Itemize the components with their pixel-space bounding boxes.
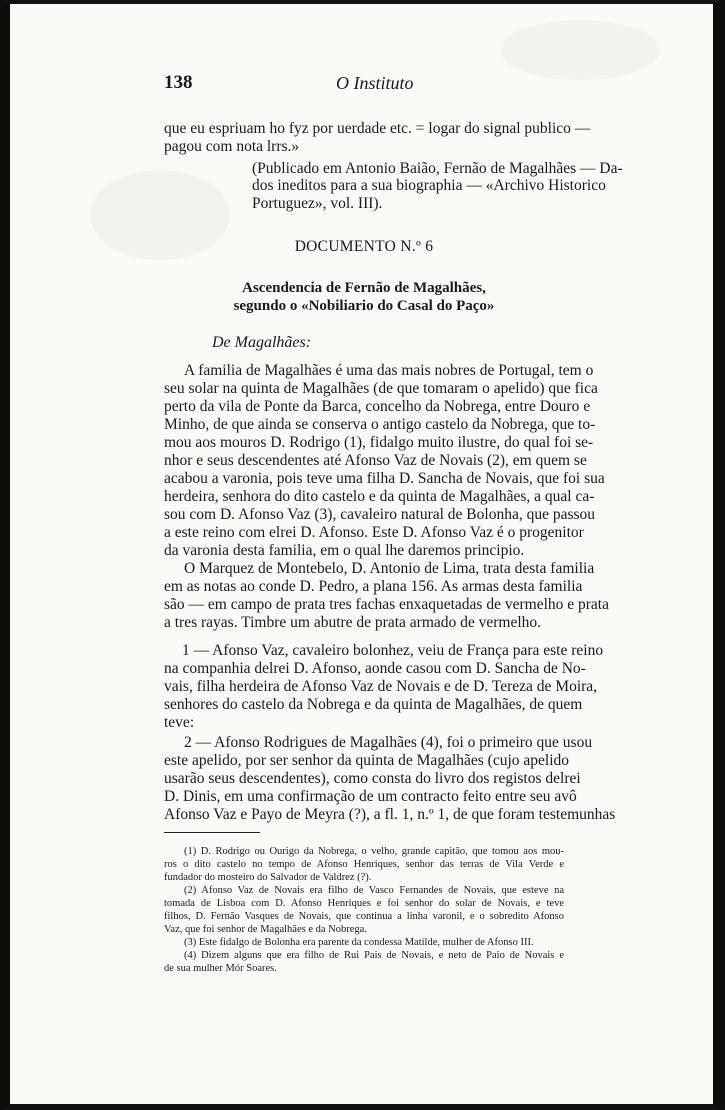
text-line: que eu espriuam ho fyz por uerdade etc. = logar do signal publico —	[164, 120, 591, 137]
document-title: DOCUMENTO N.º 6	[294, 238, 434, 255]
footnote-line: fundador do mosteiro do Salvador de Valdrez (?).	[164, 872, 372, 883]
paragraph-4-line: este apelido, por ser senhor da quinta de Magalhães (cujo apelido	[164, 752, 570, 769]
paragraph-1-line: da varonia desta familia, em o qual lhe daremos principio.	[164, 542, 525, 559]
paragraph-4-line: D. Dinis, em uma confirmação de um contracto feito entre seu avô	[164, 788, 577, 805]
paragraph-4-line: usarão seus descendentes), como consta do livro dos registos delrei	[164, 770, 581, 787]
footnote-line: (4) Dizem alguns que era filho de Rui Pais de Novais, e neto de Paio de Novais e	[184, 950, 564, 961]
footnote-line: ros o dito castelo no tempo de Afonso Henriques, senhor das terras de Vila Verde e	[164, 859, 564, 870]
paragraph-2-line: O Marquez de Montebelo, D. Antonio de Lima, trata desta familia	[184, 560, 595, 577]
footnote-line: filhos, D. Fernão Vasques de Novais, que continua a linha varonil, e o sobredito Afonso	[164, 911, 564, 922]
paragraph-2-line: em as notas ao conde D. Pedro, a plana 156. As armas desta familia	[164, 578, 583, 595]
paragraph-1-line: A familia de Magalhães é uma das mais nobres de Portugal, tem o	[184, 362, 594, 379]
paragraph-2-line: a tres rayas. Timbre um abutre de prata armado de vermelho.	[164, 614, 542, 631]
footnote-divider	[164, 832, 260, 833]
citation-line: dos ineditos para a sua biographia — «Archivo Historico	[252, 177, 606, 194]
paragraph-1-line: perto da vila de Ponte da Barca, concelho da Nobrega, entre Douro e	[164, 398, 591, 415]
document-subtitle: Ascendencia de Fernão de Magalhães,	[242, 280, 486, 296]
footnote-line: tomada de Lisboa com D. Afonso Henriques e foi senhor do solar de Novais, e teve	[164, 898, 564, 909]
paragraph-2-line: são — em campo de prata tres fachas enxaquetadas de vermelho e prata	[164, 596, 609, 613]
footnote-line: (2) Afonso Vaz de Novais era filho de Vasco Fernandes de Novais, que esteve na	[184, 885, 564, 896]
paragraph-3-line: 1 — Afonso Vaz, cavaleiro bolonhez, veiu de França para este reino	[182, 642, 604, 659]
running-title: O Instituto	[336, 73, 414, 93]
paragraph-1-line: Minho, de que ainda se conserva o antigo castelo da Nobrega, que to-	[164, 416, 596, 433]
paragraph-3-line: na companhia delrei D. Afonso, aonde casou com D. Sancha de No-	[164, 660, 586, 677]
section-label: De Magalhães:	[212, 334, 312, 351]
footnote-line: de sua mulher Mór Soares.	[164, 963, 277, 974]
footnote-line: (1) D. Rodrigo ou Ourigo da Nobrega, o velho, grande capitão, que tomou aos mou-	[184, 846, 564, 857]
paper-stain	[500, 20, 660, 80]
paragraph-1-line: mou aos mouros D. Rodrigo (1), fidalgo muito ilustre, do qual foi se-	[164, 434, 594, 451]
paragraph-3-line: teve:	[164, 714, 195, 731]
page-number: 138	[164, 72, 193, 93]
footnote-line: (3) Este fidalgo de Bolonha era parente da condessa Matilde, mulher de Afonso III.	[184, 937, 534, 948]
page-header	[164, 72, 564, 98]
paragraph-1-line: nhor e seus descendentes até Afonso Vaz de Novais (2), em quem se	[164, 452, 587, 469]
text-line: pagou com nota lrrs.»	[164, 138, 300, 155]
paragraph-3-line: vais, filha herdeira de Afonso Vaz de Novais e de D. Tereza de Moira,	[164, 678, 598, 695]
paragraph-3-line: senhores do castelo da Nobrega e da quinta de Magalhães, de quem	[164, 696, 583, 713]
citation-line: Portuguez», vol. III).	[252, 195, 383, 212]
paragraph-1-line: seu solar na quinta de Magalhães (de que tomaram o apelido) que fica	[164, 380, 598, 397]
paragraph-4-line: 2 — Afonso Rodrigues de Magalhães (4), foi o primeiro que usou	[184, 734, 593, 751]
paragraph-1-line: acabou a varonia, pois teve uma filha D. Sancha de Novais, que foi sua	[164, 470, 605, 487]
paragraph-1-line: a este reino com elrei D. Afonso. Este D. Afonso Vaz é o progenitor	[164, 524, 584, 541]
footnote-line: Vaz, que foi senhor de Magalhães e da Nobrega.	[164, 924, 367, 935]
citation-line: (Publicado em Antonio Baião, Fernão de Magalhães — Da-	[252, 160, 623, 177]
document-subtitle: segundo o «Nobiliario do Casal do Paço»	[233, 298, 495, 314]
paragraph-4-line: Afonso Vaz e Payo de Meyra (?), a fl. 1, n.º 1, de que foram testemunhas	[164, 806, 616, 823]
paragraph-1-line: herdeira, senhora do dito castelo e da quinta de Magalhães, a qual ca-	[164, 488, 595, 505]
paragraph-1-line: sou com D. Afonso Vaz (3), cavaleiro natural de Bolonha, que passou	[164, 506, 596, 523]
